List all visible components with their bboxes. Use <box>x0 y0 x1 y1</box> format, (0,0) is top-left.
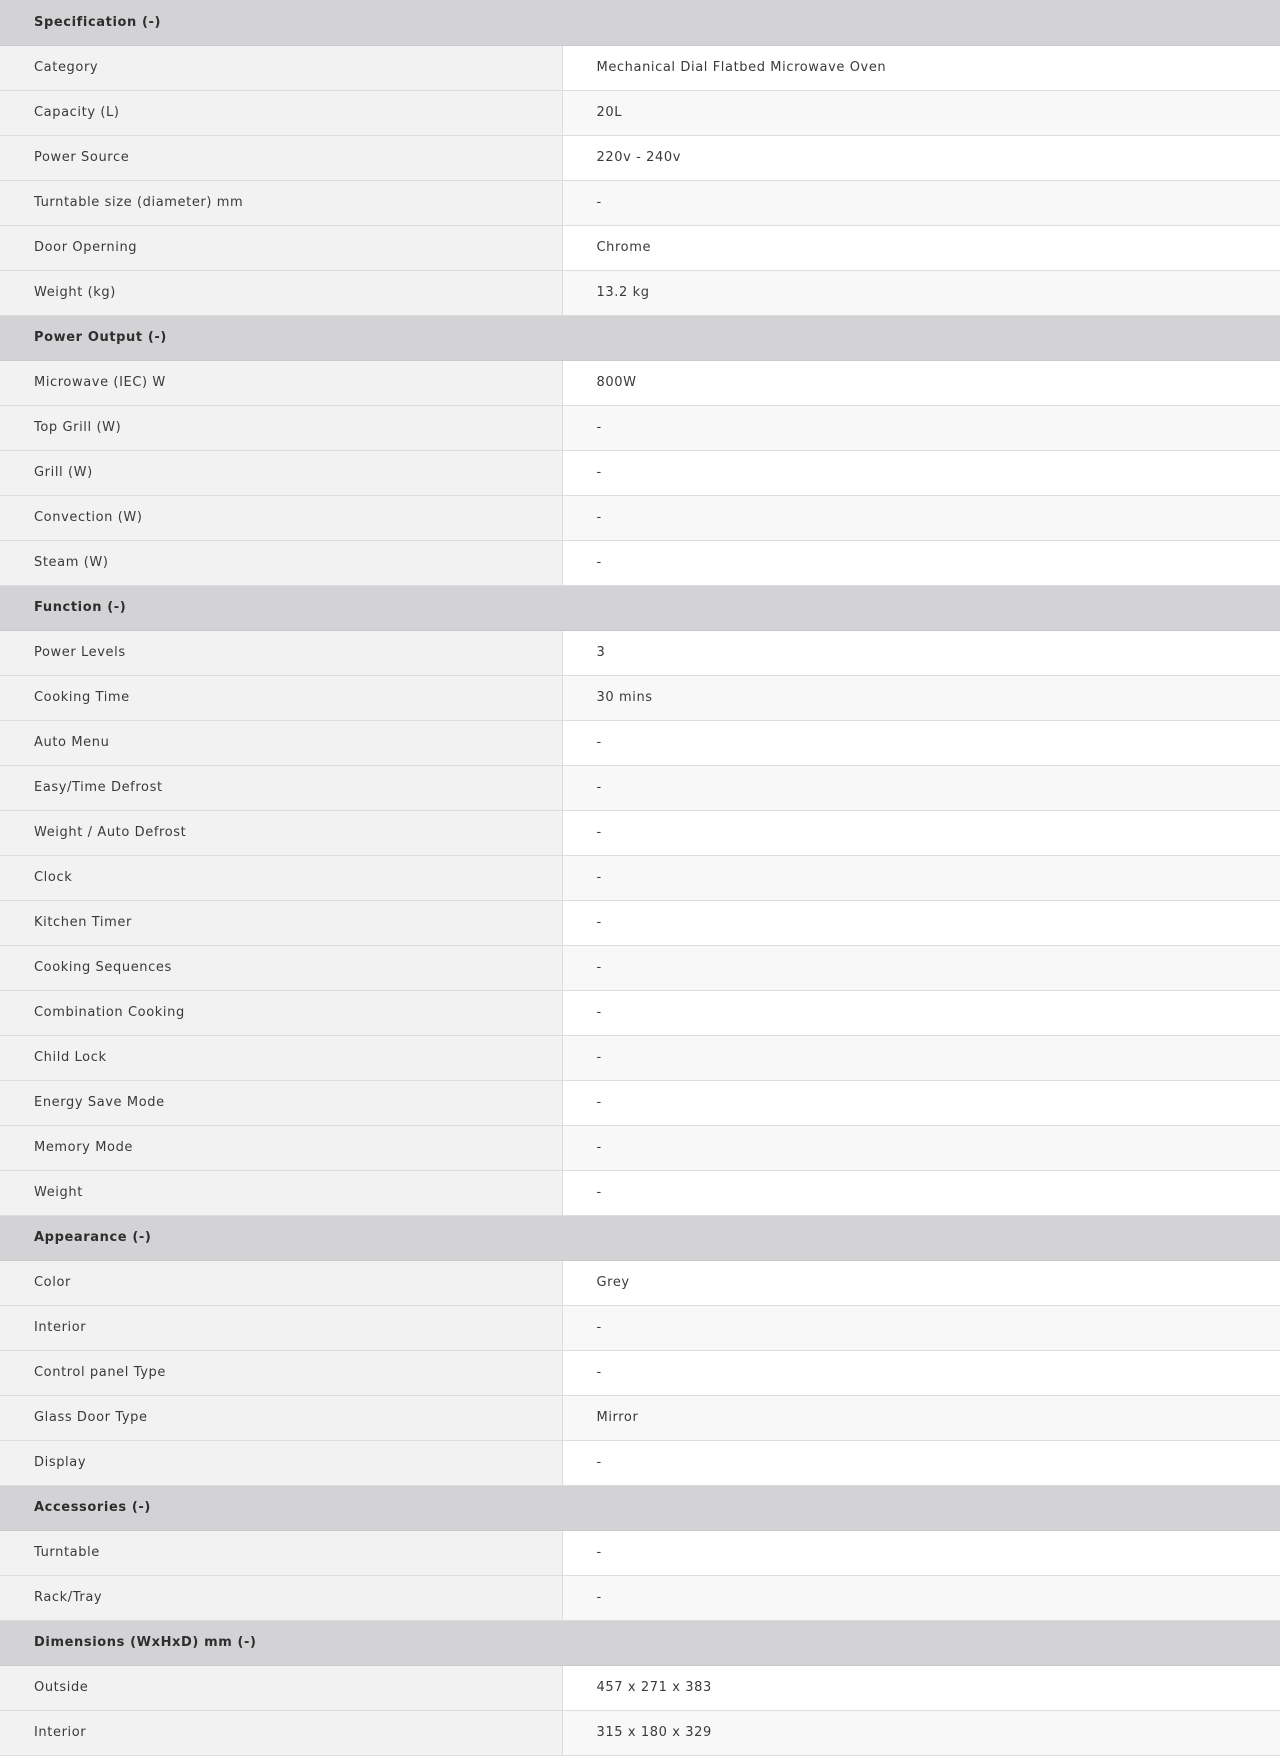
spec-value: 457 x 271 x 383 <box>562 1665 1280 1710</box>
spec-row <box>0 90 1280 135</box>
spec-label: Top Grill (W) <box>0 405 562 450</box>
spec-row <box>0 135 1280 180</box>
spec-row <box>0 1665 1280 1710</box>
spec-value: - <box>562 180 1280 225</box>
spec-label: Weight <box>0 1170 562 1215</box>
spec-label: Microwave (IEC) W <box>0 360 562 405</box>
spec-row <box>0 945 1280 990</box>
spec-value: - <box>562 450 1280 495</box>
spec-label: Cooking Sequences <box>0 945 562 990</box>
spec-label: Power Source <box>0 135 562 180</box>
spec-value: - <box>562 1350 1280 1395</box>
spec-value: Grey <box>562 1260 1280 1305</box>
section-title: Power Output (-) <box>0 315 1280 360</box>
spec-label: Turntable size (diameter) mm <box>0 180 562 225</box>
section-header-power-output <box>0 315 1280 360</box>
spec-label: Combination Cooking <box>0 990 562 1035</box>
section-header-function <box>0 585 1280 630</box>
spec-label: Clock <box>0 855 562 900</box>
spec-label: Color <box>0 1260 562 1305</box>
spec-value: 800W <box>562 360 1280 405</box>
spec-value: - <box>562 540 1280 585</box>
spec-row <box>0 360 1280 405</box>
spec-row <box>0 1710 1280 1755</box>
spec-value: - <box>562 1125 1280 1170</box>
section-title: Function (-) <box>0 585 1280 630</box>
spec-value: 315 x 180 x 329 <box>562 1710 1280 1755</box>
spec-label: Weight (kg) <box>0 270 562 315</box>
spec-row <box>0 855 1280 900</box>
spec-label: Energy Save Mode <box>0 1080 562 1125</box>
spec-label: Control panel Type <box>0 1350 562 1395</box>
spec-row <box>0 1035 1280 1080</box>
spec-value: - <box>562 765 1280 810</box>
section-title: Dimensions (WxHxD) mm (-) <box>0 1620 1280 1665</box>
spec-row <box>0 405 1280 450</box>
section-header-specification <box>0 0 1280 45</box>
spec-row <box>0 1080 1280 1125</box>
spec-row <box>0 1305 1280 1350</box>
spec-label: Child Lock <box>0 1035 562 1080</box>
spec-label: Power Levels <box>0 630 562 675</box>
spec-row <box>0 180 1280 225</box>
spec-row <box>0 225 1280 270</box>
spec-value: - <box>562 1170 1280 1215</box>
spec-value: Mirror <box>562 1395 1280 1440</box>
spec-row <box>0 810 1280 855</box>
spec-label: Cooking Time <box>0 675 562 720</box>
spec-value: - <box>562 1440 1280 1485</box>
spec-row <box>0 1170 1280 1215</box>
spec-value: - <box>562 855 1280 900</box>
spec-label: Display <box>0 1440 562 1485</box>
spec-label: Capacity (L) <box>0 90 562 135</box>
spec-label: Turntable <box>0 1530 562 1575</box>
spec-row <box>0 720 1280 765</box>
spec-value: 3 <box>562 630 1280 675</box>
spec-value: - <box>562 495 1280 540</box>
spec-label: Grill (W) <box>0 450 562 495</box>
section-title: Appearance (-) <box>0 1215 1280 1260</box>
spec-row <box>0 1125 1280 1170</box>
spec-row <box>0 1260 1280 1305</box>
spec-value: - <box>562 405 1280 450</box>
spec-row <box>0 675 1280 720</box>
spec-value: Mechanical Dial Flatbed Microwave Oven <box>562 45 1280 90</box>
spec-row <box>0 1575 1280 1620</box>
spec-label: Glass Door Type <box>0 1395 562 1440</box>
spec-value: 220v - 240v <box>562 135 1280 180</box>
spec-label: Auto Menu <box>0 720 562 765</box>
spec-value: 13.2 kg <box>562 270 1280 315</box>
spec-label: Rack/Tray <box>0 1575 562 1620</box>
spec-row <box>0 450 1280 495</box>
section-title: Specification (-) <box>0 0 1280 45</box>
spec-label: Kitchen Timer <box>0 900 562 945</box>
spec-label: Easy/Time Defrost <box>0 765 562 810</box>
spec-row <box>0 1350 1280 1395</box>
spec-label: Interior <box>0 1305 562 1350</box>
spec-value: - <box>562 1080 1280 1125</box>
spec-value: - <box>562 1305 1280 1350</box>
spec-value: - <box>562 1035 1280 1080</box>
spec-row <box>0 900 1280 945</box>
spec-label: Door Operning <box>0 225 562 270</box>
spec-label: Convection (W) <box>0 495 562 540</box>
spec-value: 20L <box>562 90 1280 135</box>
spec-row <box>0 630 1280 675</box>
spec-label: Interior <box>0 1710 562 1755</box>
spec-row <box>0 990 1280 1035</box>
spec-label: Category <box>0 45 562 90</box>
section-header-appearance <box>0 1215 1280 1260</box>
spec-label: Memory Mode <box>0 1125 562 1170</box>
spec-row <box>0 1530 1280 1575</box>
spec-value: - <box>562 945 1280 990</box>
section-header-accessories <box>0 1485 1280 1530</box>
spec-row <box>0 45 1280 90</box>
spec-row <box>0 540 1280 585</box>
section-header-dimensions-wxhxd-mm <box>0 1620 1280 1665</box>
spec-row <box>0 765 1280 810</box>
spec-label: Outside <box>0 1665 562 1710</box>
spec-value: - <box>562 1530 1280 1575</box>
section-title: Accessories (-) <box>0 1485 1280 1530</box>
spec-value: - <box>562 720 1280 765</box>
spec-value: 30 mins <box>562 675 1280 720</box>
spec-value: - <box>562 810 1280 855</box>
spec-value: - <box>562 900 1280 945</box>
spec-row <box>0 270 1280 315</box>
spec-row <box>0 1395 1280 1440</box>
spec-row <box>0 1440 1280 1485</box>
spec-label: Weight / Auto Defrost <box>0 810 562 855</box>
spec-value: - <box>562 990 1280 1035</box>
spec-row <box>0 495 1280 540</box>
spec-label: Steam (W) <box>0 540 562 585</box>
spec-value: - <box>562 1575 1280 1620</box>
spec-value: Chrome <box>562 225 1280 270</box>
